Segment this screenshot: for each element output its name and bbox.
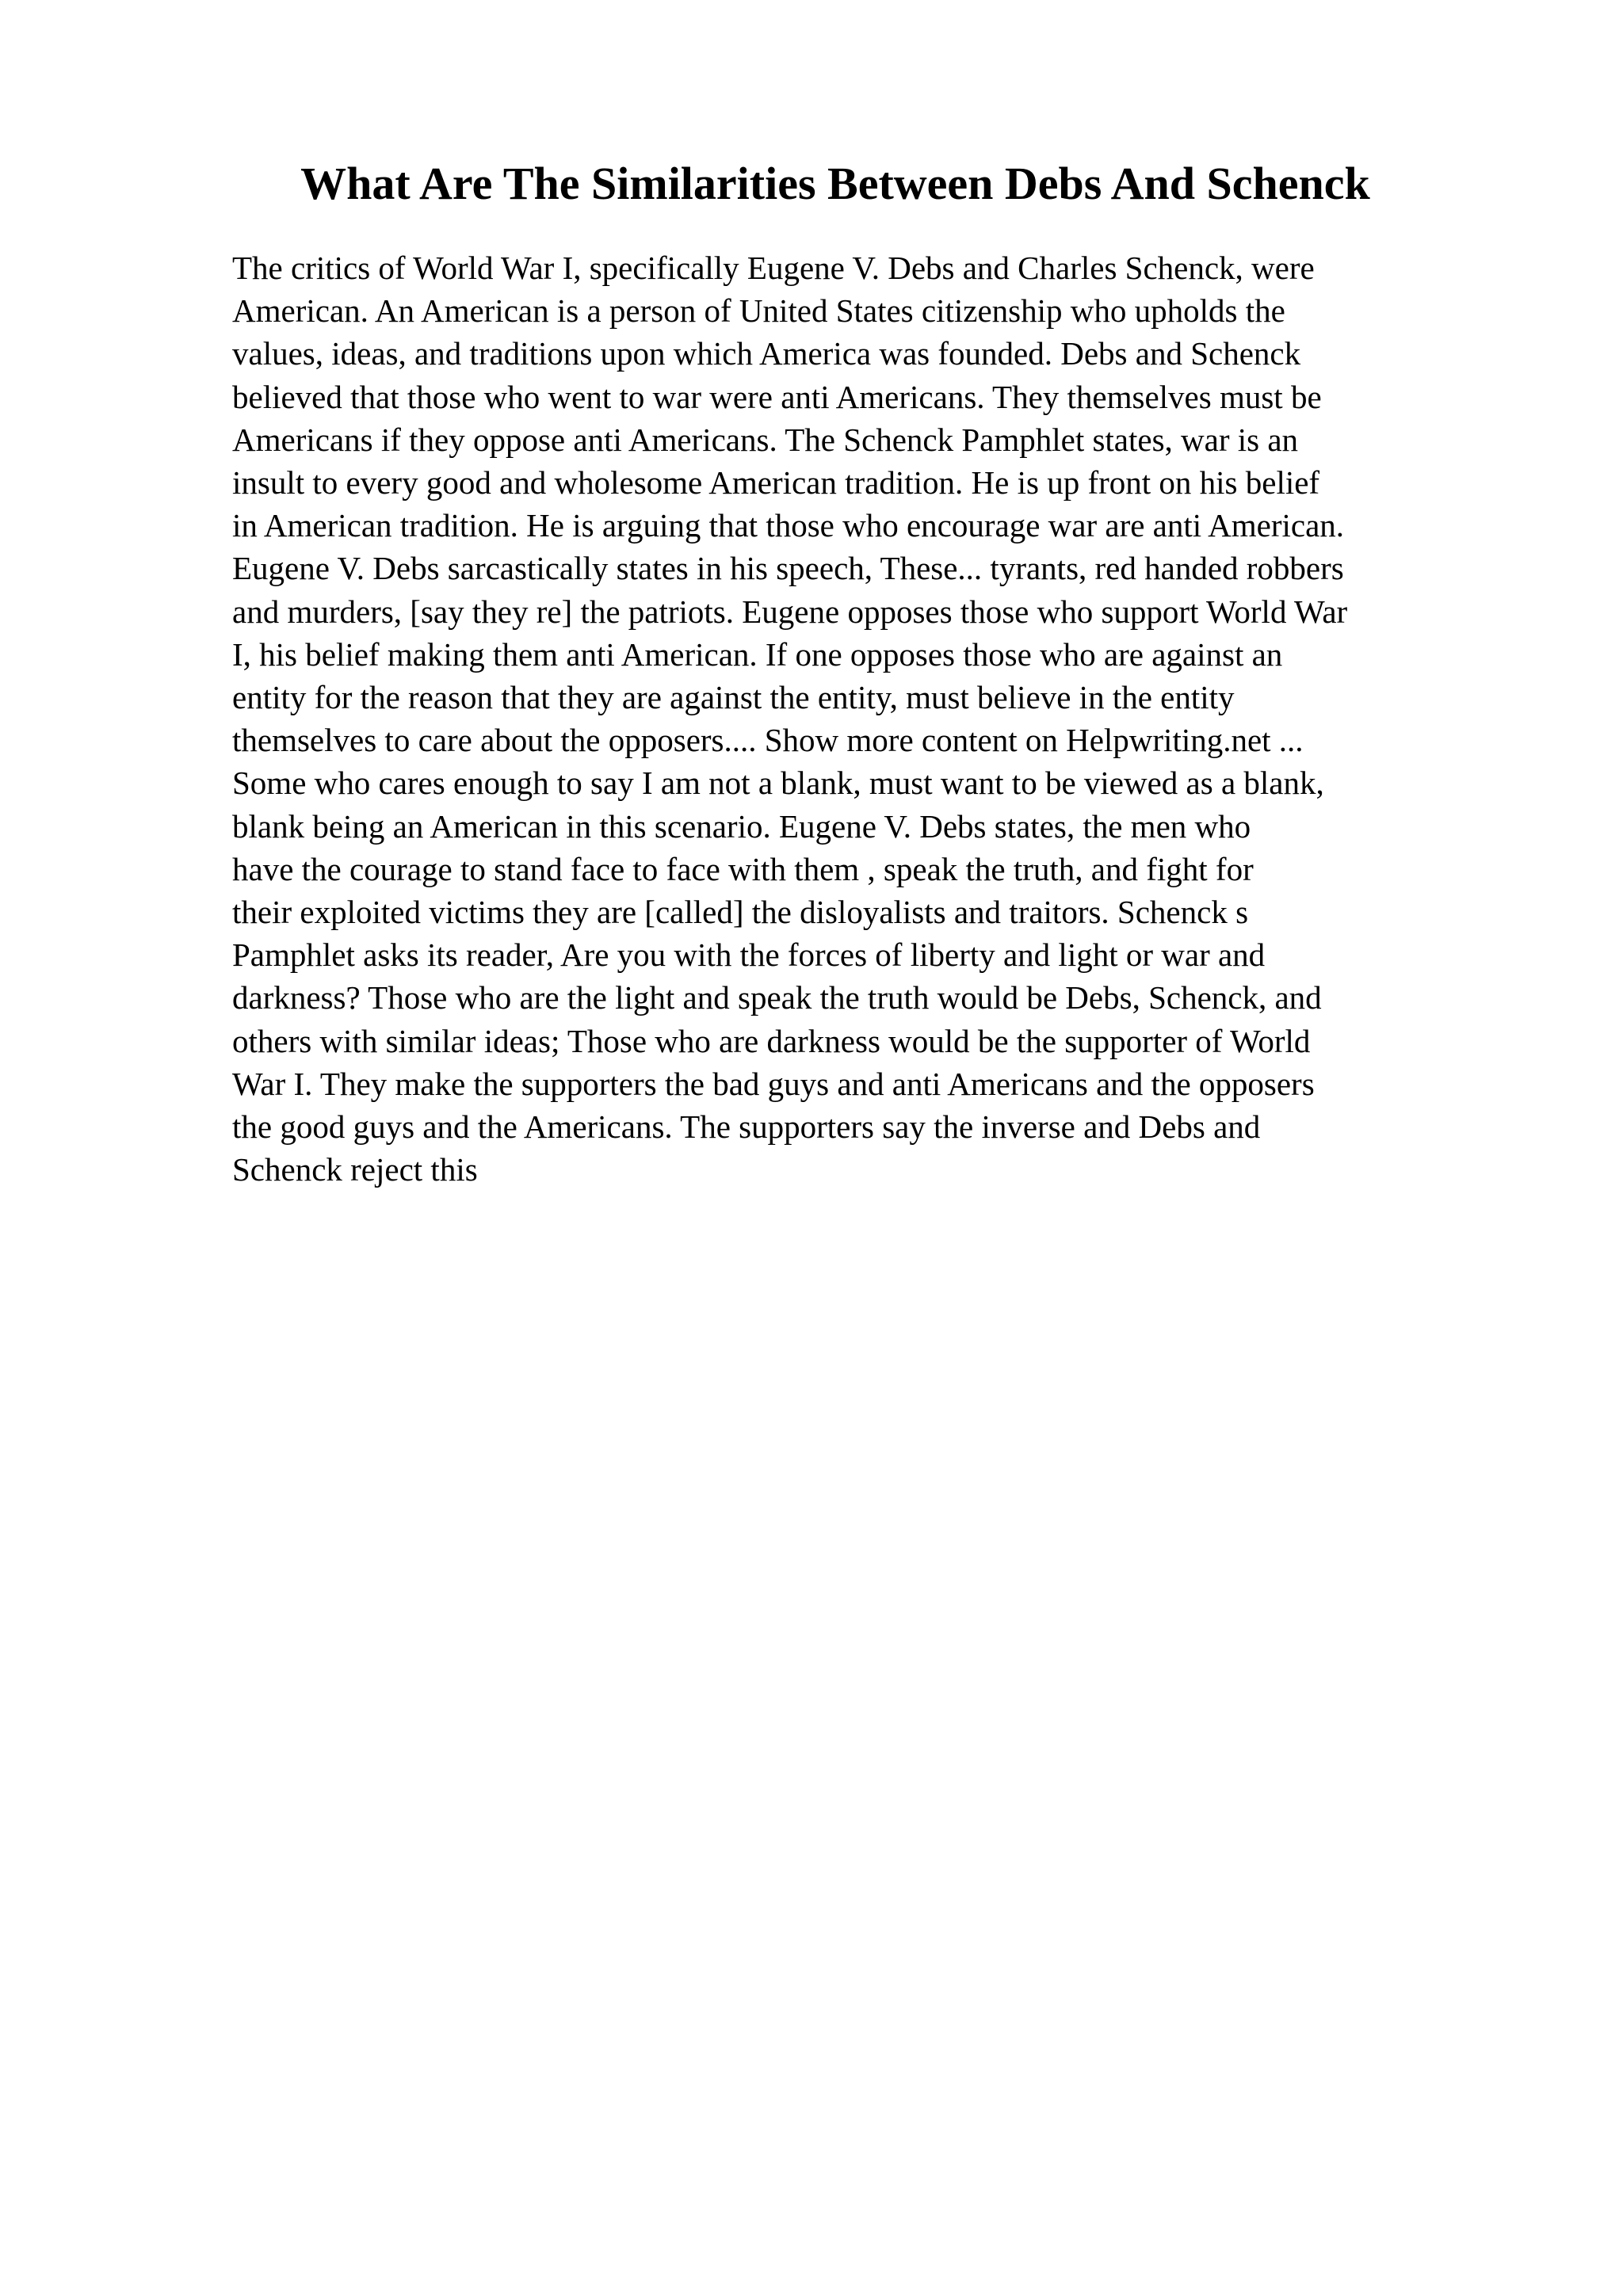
body-line: Some who cares enough to say I am not a blank, must want to be viewed as a blank, — [232, 765, 1324, 802]
body-line: believed that those who went to war were anti Americans. They themselves must be — [232, 378, 1322, 415]
body-line: their exploited victims they are [called] the disloyalists and traitors. Schenck s — [232, 894, 1249, 931]
body-line: Americans if they oppose anti Americans. The Schenck Pamphlet states, war is an — [232, 421, 1299, 458]
body-line: in American tradition. He is arguing that those who encourage war are anti American. — [232, 507, 1345, 544]
body-line: The critics of World War I, specifically Eugene V. Debs and Charles Schenck, were — [232, 250, 1315, 286]
body-line: entity for the reason that they are against the entity, must believe in the entity — [232, 679, 1235, 716]
body-line: Pamphlet asks its reader, Are you with the forces of liberty and light or war and — [232, 936, 1266, 974]
body-line: themselves to care about the opposers.... Show more content on Helpwriting.net ... — [232, 722, 1304, 759]
body-line: American. An American is a person of United States citizenship who upholds the — [232, 292, 1285, 330]
body-line: Schenck reject this — [232, 1151, 478, 1188]
body-line: others with similar ideas; Those who are darkness would be the supporter of World — [232, 1022, 1311, 1059]
body-line: War I. They make the supporters the bad guys and anti Americans and the opposers — [232, 1065, 1315, 1102]
body-line: and murders, [say they re] the patriots. Eugene opposes those who support World War — [232, 593, 1348, 630]
body-line: the good guys and the Americans. The supporters say the inverse and Debs and — [232, 1108, 1261, 1146]
body-line: blank being an American in this scenario. Eugene V. Debs states, the men who — [232, 807, 1251, 845]
body-line: Eugene V. Debs sarcastically states in his speech, These... tyrants, red handed robbers — [232, 550, 1344, 587]
body-text — [232, 246, 1532, 1191]
body-line: I, his belief making them anti American. If one opposes those who are against an — [232, 635, 1283, 673]
body-line: have the courage to stand face to face with them , speak the truth, and fight for — [232, 850, 1254, 887]
body-line: darkness? Those who are the light and speak the truth would be Debs, Schenck, and — [232, 979, 1322, 1016]
body-line: values, ideas, and traditions upon which America was founded. Debs and Schenck — [232, 335, 1301, 372]
page-title: What Are The Similarities Between Debs And Schenck — [300, 158, 1370, 209]
body-line: insult to every good and wholesome American tradition. He is up front on his belief — [232, 464, 1320, 502]
